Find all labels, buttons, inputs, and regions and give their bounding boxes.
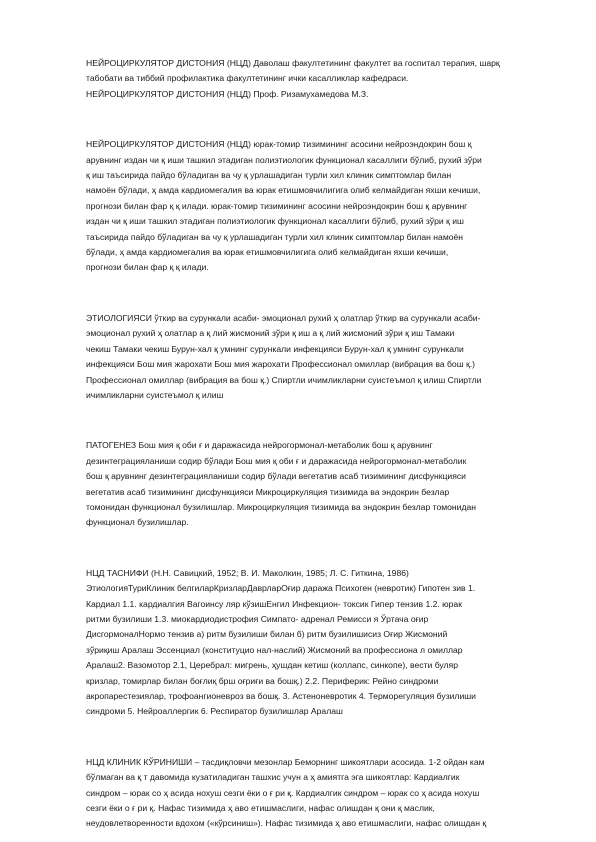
text-line: ПАТОГЕНЕЗ Бош мия қ оби ғ и даражасида нейрогормонал-метаболик бош қ арувнинг — [86, 440, 433, 451]
text-line: ичимликларни суистеъмол қ илиш — [86, 389, 224, 400]
text-line: дезинтеграцияланиши содир бўлади Бош мия қ оби ғ и даражасида нейрогормонал-метаболик — [86, 455, 467, 466]
text-line: НЦД ТАСНИФИ (Н.Н. Савицкий, 1952; В. И. Маколкин, 1985; Л. С. Гиткина, 1986) — [86, 567, 409, 578]
text-line: бўлади, ҳ амда кардиомегалия ва юрак етишмовчилигига олиб келмайдиган яхши кечиши, — [86, 247, 449, 258]
text-line: таъсирида пайдо бўладиган ва чу қ урлашадиган турли хил клиник симптомлар билан намоён — [86, 231, 464, 242]
text-line: томонидан функционал бузилишлар. Микроциркуляция тизимида ва эндокрин безлар томонидан — [86, 501, 477, 512]
paragraph-clinical — [86, 755, 560, 832]
text-line: Профессионал омиллар (вибрация ва бош қ.) Спиртли ичимликларни суистеъмол қ илиш Спиртли — [86, 374, 482, 385]
text-line: зўриқиш Аралаш Эссенциал (конституцио нал-наслий) Жисмоний ва профессиона л омиллар — [86, 644, 463, 655]
text-line: ДисгормоналНормо тензив а) ритм бузилиши билан б) ритм бузилишисиз Оғир Жисмоний — [86, 629, 448, 640]
text-line: чекиш Тамаки чекиш Бурун-хал қ умнинг сурункали инфекцияси Бурун-хал қ умнинг сурункали — [86, 343, 464, 354]
text-line: эмоционал рухий ҳ олатлар а қ лий жисмоний зўри қ иш а қ лий жисмоний зўри қ иш Тамаки — [86, 328, 455, 339]
text-line: намоён бўлади, ҳ амда кардиомегалия ва юрак етишмовчилигига олиб келмайдиган яхши кечиши, — [86, 185, 481, 196]
text-line: кризлар, томирлар билан боғлиқ брш оғриғи ва бошқ.) 2.2. Периферик: Рейно синдроми — [86, 675, 439, 686]
text-line: функционал бузилишлар. — [86, 517, 189, 528]
text-line: прогнози билан фар қ қ илади. — [86, 262, 209, 273]
text-line: издан чи қ иши ташкил этадиган полиэтиологик функционал касаллиги бўлиб, рухий зўри қ иш — [86, 216, 464, 227]
text-line: арувнинг издан чи қ иши ташкил этадиган полиэтиологик функционал касаллиги бўлиб, рухий зўри — [86, 154, 482, 165]
text-line: қ иш таъсирида пайдо бўладиган ва чу қ урлашадиган турли хил клиник симптомлар билан — [86, 170, 452, 181]
paragraph-classification — [86, 566, 560, 720]
text-line: прогнози билан фар қ қ илади. юрак-томир тизимининг асосини нейроэндокрин бош қ арувнинг — [86, 200, 468, 211]
text-line: НЕЙРОЦИРКУЛЯТОР ДИСТОНИЯ (НЦД) Даволаш факултетининг факултет ва госпитал терапия, шарқ — [86, 58, 500, 68]
text-line: ЭтиологияТуриКлиник белгиларКризларДаврларОғир даража Психоген (невротик) Гипотен зив 1. — [86, 583, 476, 594]
paragraph-definition — [86, 137, 560, 276]
text-line: ритми бузилиши 1.3. миокардиодистрофия Симпато- адренал Ремисси я Ўртача оғир — [86, 613, 429, 624]
paragraph-title — [86, 56, 560, 102]
text-line: акропарестезиялар, трофоангионевроз ва бошқ. 3. Астеноневротик 4. Терморегуляция бузилиши — [86, 691, 476, 701]
text-line: бўлмаган ва қ т давомида кузатиладиган ташхис учун а ҳ амиятга эга шикоятлар: Кардиалгик — [86, 772, 460, 783]
paragraph-etiology — [86, 311, 560, 403]
text-line: НЕЙРОЦИРКУЛЯТОР ДИСТОНИЯ (НЦД) Проф. Ризамухамедова М.З. — [86, 88, 369, 99]
text-line: НЕЙРОЦИРКУЛЯТОР ДИСТОНИЯ (НЦД) юрак-томир тизимининг асосини нейроэндокрин бош қ — [86, 139, 472, 150]
text-line: неудовлетворенности вдохом («кўрсиниш»). Нафас тизимида ҳ аво етишмаслиги, нафас олишдан қ — [86, 818, 487, 829]
text-line: табобати ва тиббий профилактика факултетининг ички касалликлар кафедраси. — [86, 73, 409, 84]
text-line: вегетатив асаб тизимининг дисфункцияси Микроциркуляция тизимида ва эндокрин безлар — [86, 486, 450, 497]
document-page — [86, 56, 560, 832]
text-line: инфекцияси Бош мия жарохати Бош мия жарохати Профессионал омиллар (вибрация ва бош қ.) — [86, 359, 475, 370]
text-line: Кардиал 1.1. кардиалгия Вагоинсу ляр кўзишЕнгил Инфекцион- токсик Гипер тензив 1.2. юрак — [86, 598, 462, 609]
text-line: синдроми 5. Нейроаллергик 6. Респиратор бузилишлар Аралаш — [86, 706, 343, 717]
paragraph-pathogenesis — [86, 438, 560, 530]
text-line: синдром – юрак со ҳ асида ноxуш сезги ёки о ғ ри қ. Кардиалгик синдром – юрак со ҳ асида ноxуш — [86, 787, 480, 798]
text-line: ЭТИОЛОГИЯСИ ўткир ва сурункали асаби- эмоционал рухий ҳ олатлар ўткир ва сурункали асаби- — [86, 312, 481, 323]
text-line: бош қ арувнинг дезинтеграцияланиши содир бўлади вегетатив асаб тизимининг дисфункцияси — [86, 471, 466, 482]
text-line: НЦД КЛИНИК КЎРИНИШИ – тасдиқловчи мезонлар Беморнинг шикоятлари асосида. 1-2 ойдан кам — [86, 756, 485, 767]
text-line: Аралаш2. Вазомотор 2.1, Церебрал: мигрень, ҳушдан кетиш (коллапс, синкопе), вести буляр — [86, 660, 458, 671]
text-line: сезги ёки о ғ ри қ. Нафас тизимида ҳ аво етишмаслиги, нафас олишдан қ они қ маслик, — [86, 803, 435, 814]
